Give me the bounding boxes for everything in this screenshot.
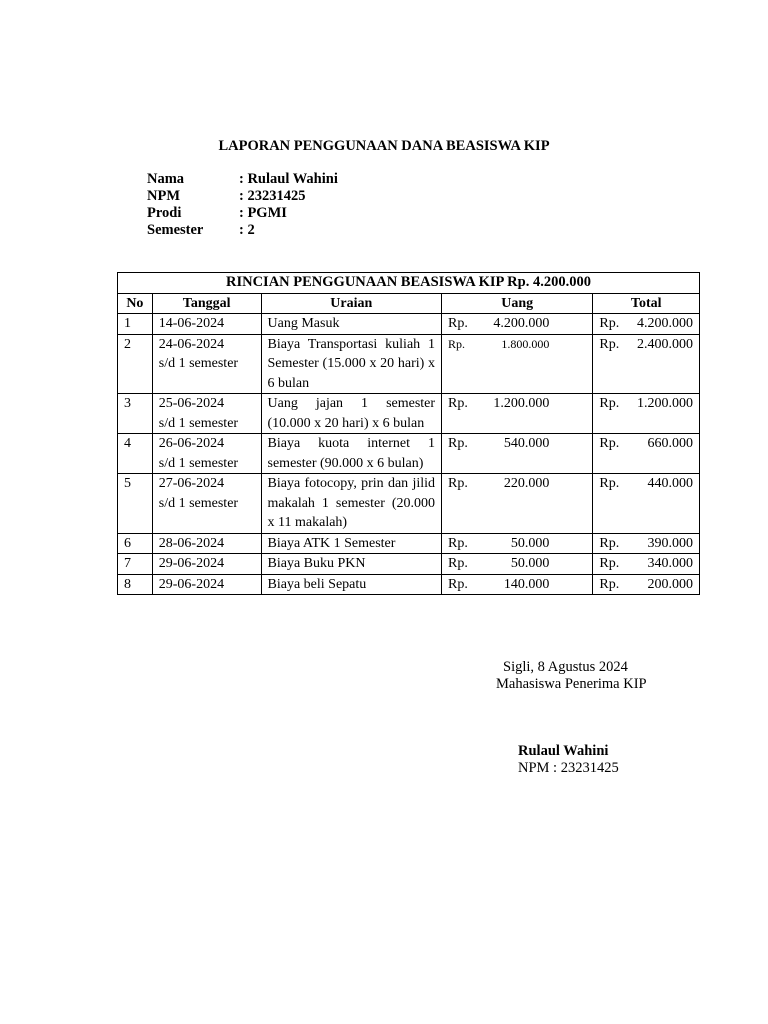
cell-no: 2 [118, 334, 153, 394]
table-row [118, 574, 700, 595]
cell-no: 7 [118, 554, 153, 575]
student-info [147, 171, 338, 239]
cell-uraian: Biaya Transportasi kuliah 1 Semester (15.000 x 20 hari) x 6 bulan [261, 334, 442, 394]
tanggal-range: s/d 1 semester [158, 356, 239, 371]
currency-label: Rp. [448, 576, 468, 592]
info-row-semester [147, 222, 338, 239]
info-label: NPM [147, 188, 181, 204]
signature-npm: NPM : 23231425 [518, 760, 619, 776]
table-row [118, 474, 700, 534]
signature-block [496, 659, 647, 693]
total-value: 390.000 [647, 535, 693, 551]
currency-label: Rp. [448, 336, 466, 351]
currency-label: Rp. [599, 316, 620, 331]
cell-uraian: Biaya kuota internet 1 semester (90.000 x 6 bulan) [261, 434, 442, 474]
cell-uang [442, 533, 593, 554]
total-value: 340.000 [647, 556, 693, 571]
total-value: 2.400.000 [637, 336, 693, 352]
tanggal-range: s/d 1 semester [158, 415, 239, 431]
info-value: : PGMI [239, 205, 287, 221]
table-body [118, 314, 700, 595]
table-caption: RINCIAN PENGGUNAAN BEASISWA KIP Rp. 4.200.000 [118, 273, 700, 294]
currency-label: Rp. [599, 436, 620, 451]
table-header-row [118, 293, 700, 314]
table-row [118, 334, 700, 394]
currency-label: Rp. [448, 396, 468, 411]
tanggal-date: 26-06-2024 [158, 436, 225, 451]
amount-value: 540.000 [503, 436, 550, 451]
amount-value: 4.200.000 [493, 316, 550, 331]
cell-uraian: Uang Masuk [261, 314, 442, 335]
header-no: No [118, 293, 153, 314]
currency-label: Rp. [448, 436, 468, 451]
currency-label: Rp. [448, 316, 468, 331]
info-label: Semester [147, 222, 204, 238]
table-row [118, 554, 700, 575]
signature-name-block [518, 743, 619, 777]
info-row-prodi [147, 205, 338, 222]
currency-label: Rp. [448, 535, 468, 551]
table-row [118, 314, 700, 335]
amount-value: 50.000 [510, 535, 550, 551]
total-value: 200.000 [647, 576, 693, 592]
currency-label: Rp. [599, 535, 620, 551]
info-label: Nama [147, 171, 185, 187]
cell-uang [442, 554, 593, 575]
cell-tanggal [152, 554, 261, 575]
tanggal-date: 25-06-2024 [158, 396, 225, 411]
currency-label: Rp. [599, 576, 620, 592]
signature-name: Rulaul Wahini [518, 743, 609, 759]
cell-tanggal [152, 434, 261, 474]
cell-total [593, 574, 700, 595]
signature-role: Mahasiswa Penerima KIP [496, 676, 647, 692]
cell-uang [442, 334, 593, 394]
cell-uraian: Biaya fotocopy, prin dan jilid makalah 1 semester (20.000 x 11 makalah) [261, 474, 442, 534]
currency-label: Rp. [599, 476, 620, 491]
total-value: 660.000 [647, 436, 693, 451]
cell-total [593, 334, 700, 394]
cell-no: 6 [118, 533, 153, 554]
currency-label: Rp. [448, 556, 468, 571]
cell-uraian: Biaya beli Sepatu [261, 574, 442, 595]
cell-uang [442, 434, 593, 474]
tanggal-date: 24-06-2024 [158, 336, 225, 352]
amount-value: 220.000 [503, 476, 550, 491]
currency-label: Rp. [448, 476, 468, 491]
header-uang: Uang [442, 293, 593, 314]
currency-label: Rp. [599, 336, 620, 352]
cell-tanggal [152, 314, 261, 335]
cell-total [593, 314, 700, 335]
cell-tanggal [152, 474, 261, 534]
cell-tanggal [152, 574, 261, 595]
cell-uang [442, 394, 593, 434]
cell-no: 5 [118, 474, 153, 534]
cell-uang [442, 474, 593, 534]
info-label: Prodi [147, 205, 182, 221]
signature-place-date: Sigli, 8 Agustus 2024 [503, 659, 628, 675]
tanggal-date: 28-06-2024 [158, 535, 225, 551]
info-value: : 23231425 [239, 188, 306, 204]
info-value: : 2 [239, 222, 255, 238]
table-row [118, 434, 700, 474]
tanggal-range: s/d 1 semester [158, 495, 239, 511]
currency-label: Rp. [599, 396, 620, 411]
header-total: Total [593, 293, 700, 314]
cell-tanggal [152, 533, 261, 554]
total-value: 4.200.000 [637, 316, 693, 331]
info-value: : Rulaul Wahini [239, 171, 338, 187]
currency-label: Rp. [599, 556, 620, 571]
info-row-nama [147, 171, 338, 188]
cell-no: 4 [118, 434, 153, 474]
cell-total [593, 533, 700, 554]
header-tanggal: Tanggal [152, 293, 261, 314]
cell-uraian: Biaya ATK 1 Semester [261, 533, 442, 554]
header-uraian: Uraian [261, 293, 442, 314]
table-caption-row [118, 273, 700, 294]
cell-tanggal [152, 394, 261, 434]
amount-value: 1.800.000 [501, 336, 550, 351]
info-row-npm [147, 188, 338, 205]
tanggal-date: 14-06-2024 [158, 316, 225, 331]
amount-value: 1.200.000 [493, 396, 550, 411]
cell-uraian: Uang jajan 1 semester (10.000 x 20 hari) x 6 bulan [261, 394, 442, 434]
cell-no: 3 [118, 394, 153, 434]
tanggal-date: 29-06-2024 [158, 576, 225, 592]
cell-total [593, 434, 700, 474]
tanggal-date: 29-06-2024 [158, 556, 225, 571]
amount-value: 140.000 [503, 576, 550, 592]
tanggal-date: 27-06-2024 [158, 476, 225, 491]
total-value: 440.000 [647, 476, 693, 491]
total-value: 1.200.000 [637, 396, 693, 411]
table-row [118, 533, 700, 554]
amount-value: 50.000 [510, 556, 550, 571]
cell-total [593, 474, 700, 534]
document-title: LAPORAN PENGGUNAAN DANA BEASISWA KIP [218, 138, 550, 154]
cell-no: 1 [118, 314, 153, 335]
cell-uang [442, 574, 593, 595]
cell-uang [442, 314, 593, 335]
cell-no: 8 [118, 574, 153, 595]
cell-total [593, 554, 700, 575]
table-row [118, 394, 700, 434]
cell-uraian: Biaya Buku PKN [261, 554, 442, 575]
tanggal-range: s/d 1 semester [158, 455, 239, 471]
rincian-table [117, 272, 700, 595]
cell-total [593, 394, 700, 434]
cell-tanggal [152, 334, 261, 394]
